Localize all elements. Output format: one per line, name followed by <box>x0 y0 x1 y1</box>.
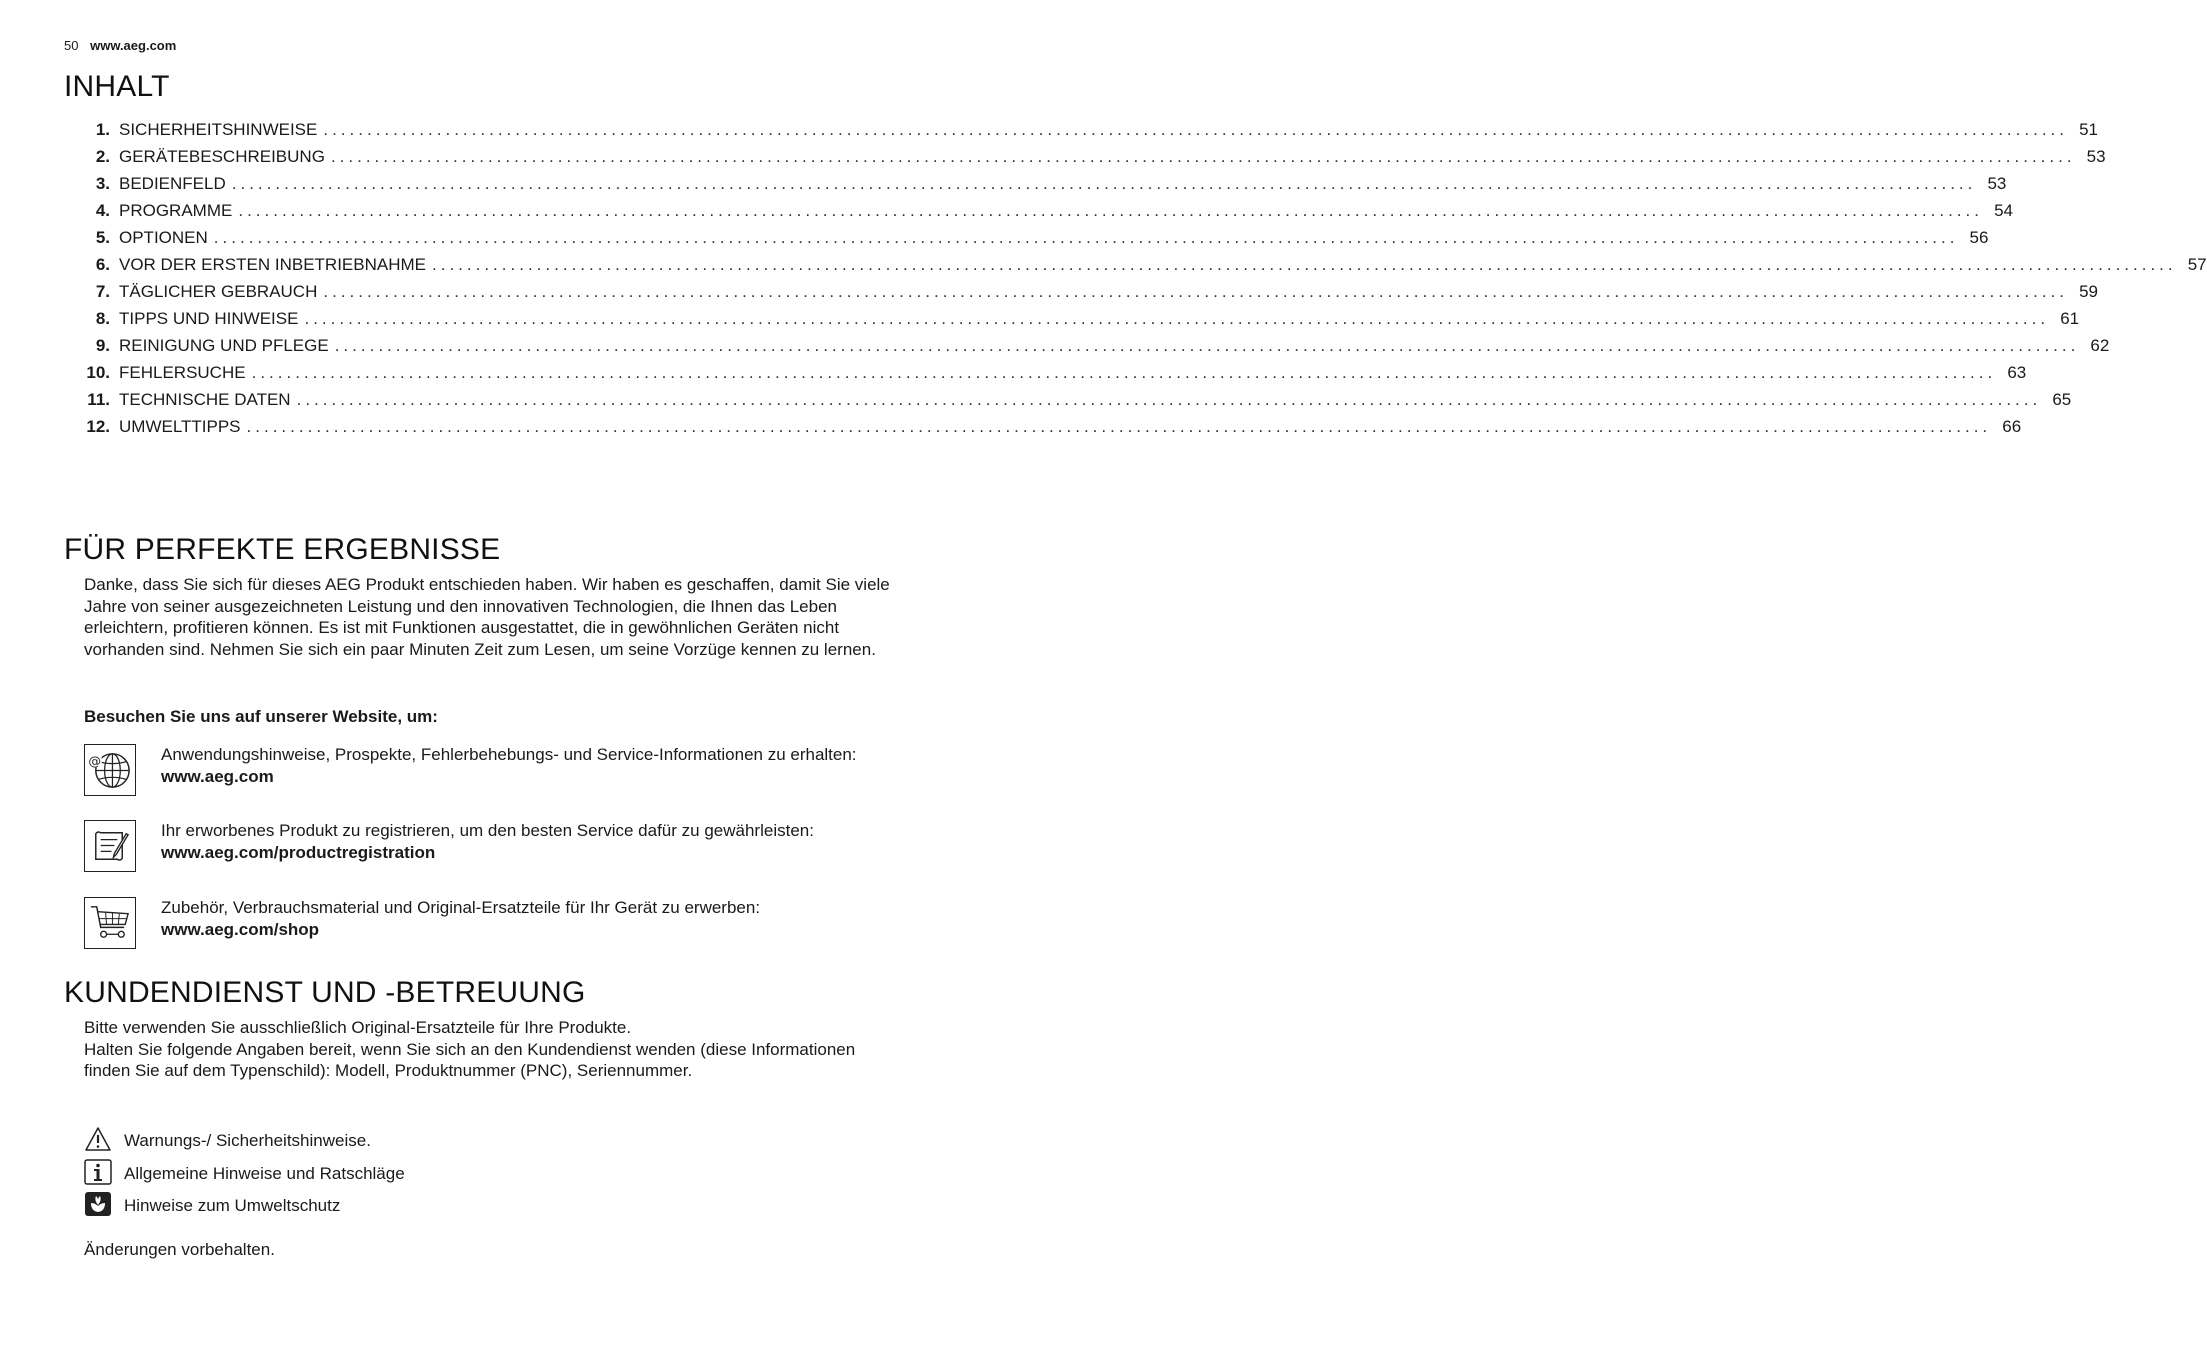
toc-entry-title: TECHNISCHE DATEN <box>119 390 291 409</box>
service-link-registration[interactable]: www.aeg.com/productregistration <box>161 842 436 862</box>
toc-leader-dots: ........................................................................................................................................................................................................ <box>213 228 1959 247</box>
customer-line-1: Bitte verwenden Sie ausschließlich Original-Ersatzteile für Ihre Produkte. <box>84 1018 632 1037</box>
toc-number: 9. <box>95 336 110 355</box>
toc-number: 5. <box>95 228 110 247</box>
globe-icon <box>84 744 136 796</box>
page-header <box>64 38 176 53</box>
toc-entry-title: REINIGUNG UND PFLEGE <box>119 336 329 355</box>
toc-page-number: 66 <box>2002 417 2022 436</box>
toc-leader-dots: ........................................................................................................................................................................................................ <box>323 120 2068 139</box>
toc-row[interactable] <box>72 363 2027 390</box>
symbol-text: Hinweise zum Umweltschutz <box>124 1196 341 1215</box>
service-item-info <box>84 744 896 798</box>
service-text: Zubehör, Verbrauchsmaterial und Original-Ersatzteile für Ihr Gerät zu erwerben: <box>161 898 761 917</box>
toc-row[interactable] <box>72 417 2022 444</box>
toc-number: 12. <box>86 417 110 436</box>
service-item-registration <box>84 820 896 874</box>
toc-number: 10. <box>86 363 110 382</box>
symbol-environment <box>84 1191 584 1219</box>
shopping-cart-icon <box>84 897 136 949</box>
toc-entry-title: BEDIENFELD <box>119 174 226 193</box>
toc-entry-title: PROGRAMME <box>119 201 233 220</box>
toc-row[interactable] <box>72 228 1989 255</box>
registration-icon <box>84 820 136 872</box>
toc-row[interactable] <box>72 390 2072 417</box>
toc-page-number: 57 <box>2187 255 2207 274</box>
toc-page-number: 53 <box>1987 174 2007 193</box>
header-website[interactable]: www.aeg.com <box>90 38 177 53</box>
toc-page-number: 59 <box>2079 282 2099 301</box>
toc-page-number: 61 <box>2060 309 2080 328</box>
toc-leader-dots: ........................................................................................................................................................................................................ <box>246 417 1992 436</box>
toc-row[interactable] <box>72 255 2207 282</box>
symbol-info <box>84 1159 584 1187</box>
toc-row[interactable] <box>72 120 2098 147</box>
intro-paragraph: Danke, dass Sie sich für dieses AEG Produkt entschieden haben. Wir haben es geschaffen, damit Sie viele Jahre von seiner ausgezeichneten Leistung und den innovativen Technologien, die Ihnen das Leben erleichtern, profitieren können. Es ist mit Funktionen ausgestattet, die in gewöhnlichen Geräten nicht vorhanden sind. Nehmen Sie sich ein paar Minuten Zeit zum Lesen, um seine Vorzüge kennen zu lernen. <box>84 575 890 659</box>
toc-entry-title: TÄGLICHER GEBRAUCH <box>119 282 318 301</box>
page-number: 50 <box>64 38 79 53</box>
service-text: Ihr erworbenes Produkt zu registrieren, um den besten Service dafür zu gewährleisten: <box>161 821 814 840</box>
toc-page-number: 63 <box>2007 363 2027 382</box>
toc-entry-title: VOR DER ERSTEN INBETRIEBNAHME <box>119 255 426 274</box>
toc-leader-dots: ........................................................................................................................................................................................................ <box>238 201 1983 220</box>
service-link-website[interactable]: www.aeg.com <box>161 766 274 786</box>
toc-page-number: 54 <box>1994 201 2013 220</box>
visit-heading: Besuchen Sie uns auf unserer Website, um: <box>84 707 438 726</box>
toc-page-number: 56 <box>1969 228 1989 247</box>
toc-leader-dots: ........................................................................................................................................................................................................ <box>304 309 2050 328</box>
symbol-text: Warnungs-/ Sicherheitshinweise. <box>124 1131 371 1150</box>
toc-row[interactable] <box>72 201 2013 228</box>
toc-leader-dots: ........................................................................................................................................................................................................ <box>251 363 1997 382</box>
svg-text:@: @ <box>88 754 102 770</box>
section-title-customer-service: KUNDENDIENST UND -BETREUUNG <box>64 976 586 1009</box>
toc-entry-title: FEHLERSUCHE <box>119 363 246 382</box>
toc-number: 7. <box>95 282 110 301</box>
toc-page-number: 51 <box>2079 120 2098 139</box>
service-item-shop <box>84 897 896 951</box>
toc-number: 2. <box>95 147 110 166</box>
toc-number: 1. <box>95 120 110 139</box>
toc-number: 11. <box>87 390 110 409</box>
toc-page-number: 53 <box>2086 147 2106 166</box>
service-text: Anwendungshinweise, Prospekte, Fehlerbehebungs- und Service-Informationen zu erhalten: <box>161 745 857 764</box>
toc-entry-title: GERÄTEBESCHREIBUNG <box>119 147 325 166</box>
toc-row[interactable] <box>72 309 2080 336</box>
warning-icon <box>84 1126 112 1152</box>
toc-row[interactable] <box>72 282 2099 309</box>
service-link-shop[interactable]: www.aeg.com/shop <box>161 919 320 939</box>
toc-leader-dots: ........................................................................................................................................................................................................ <box>330 147 2076 166</box>
toc-number: 4. <box>95 201 110 220</box>
symbol-text: Allgemeine Hinweise und Ratschläge <box>124 1164 405 1183</box>
toc-leader-dots: ........................................................................................................................................................................................................ <box>334 336 2080 355</box>
toc-number: 3. <box>95 174 110 193</box>
toc-leader-dots: ........................................................................................................................................................................................................ <box>432 255 2177 274</box>
toc-entry-title: OPTIONEN <box>119 228 208 247</box>
toc-row[interactable] <box>72 147 2106 174</box>
table-of-contents <box>72 120 2207 444</box>
toc-leader-dots: ........................................................................................................................................................................................................ <box>231 174 1977 193</box>
toc-page-number: 65 <box>2052 390 2072 409</box>
toc-leader-dots: ........................................................................................................................................................................................................ <box>323 282 2069 301</box>
customer-line-2: Halten Sie folgende Angaben bereit, wenn Sie sich an den Kundendienst wenden (diese Informationen finden Sie auf dem Typenschild): Modell, Produktnummer (PNC), Seriennummer. <box>84 1039 856 1080</box>
toc-row[interactable] <box>72 336 2110 363</box>
symbol-warning <box>84 1126 584 1154</box>
environment-icon <box>84 1191 112 1217</box>
toc-entry-title: SICHERHEITSHINWEISE <box>119 120 318 139</box>
footer-note: Änderungen vorbehalten. <box>84 1240 275 1259</box>
toc-number: 8. <box>95 309 110 328</box>
toc-number: 6. <box>95 255 110 274</box>
toc-entry-title: UMWELTTIPPS <box>119 417 241 436</box>
section-title-perfect-results: FÜR PERFEKTE ERGEBNISSE <box>64 533 501 566</box>
toc-leader-dots: ........................................................................................................................................................................................................ <box>296 390 2042 409</box>
toc-title: INHALT <box>64 70 170 103</box>
info-icon <box>84 1159 112 1185</box>
toc-row[interactable] <box>72 174 2007 201</box>
toc-page-number: 62 <box>2090 336 2110 355</box>
customer-service-paragraph <box>84 1017 896 1082</box>
toc-entry-title: TIPPS UND HINWEISE <box>119 309 299 328</box>
